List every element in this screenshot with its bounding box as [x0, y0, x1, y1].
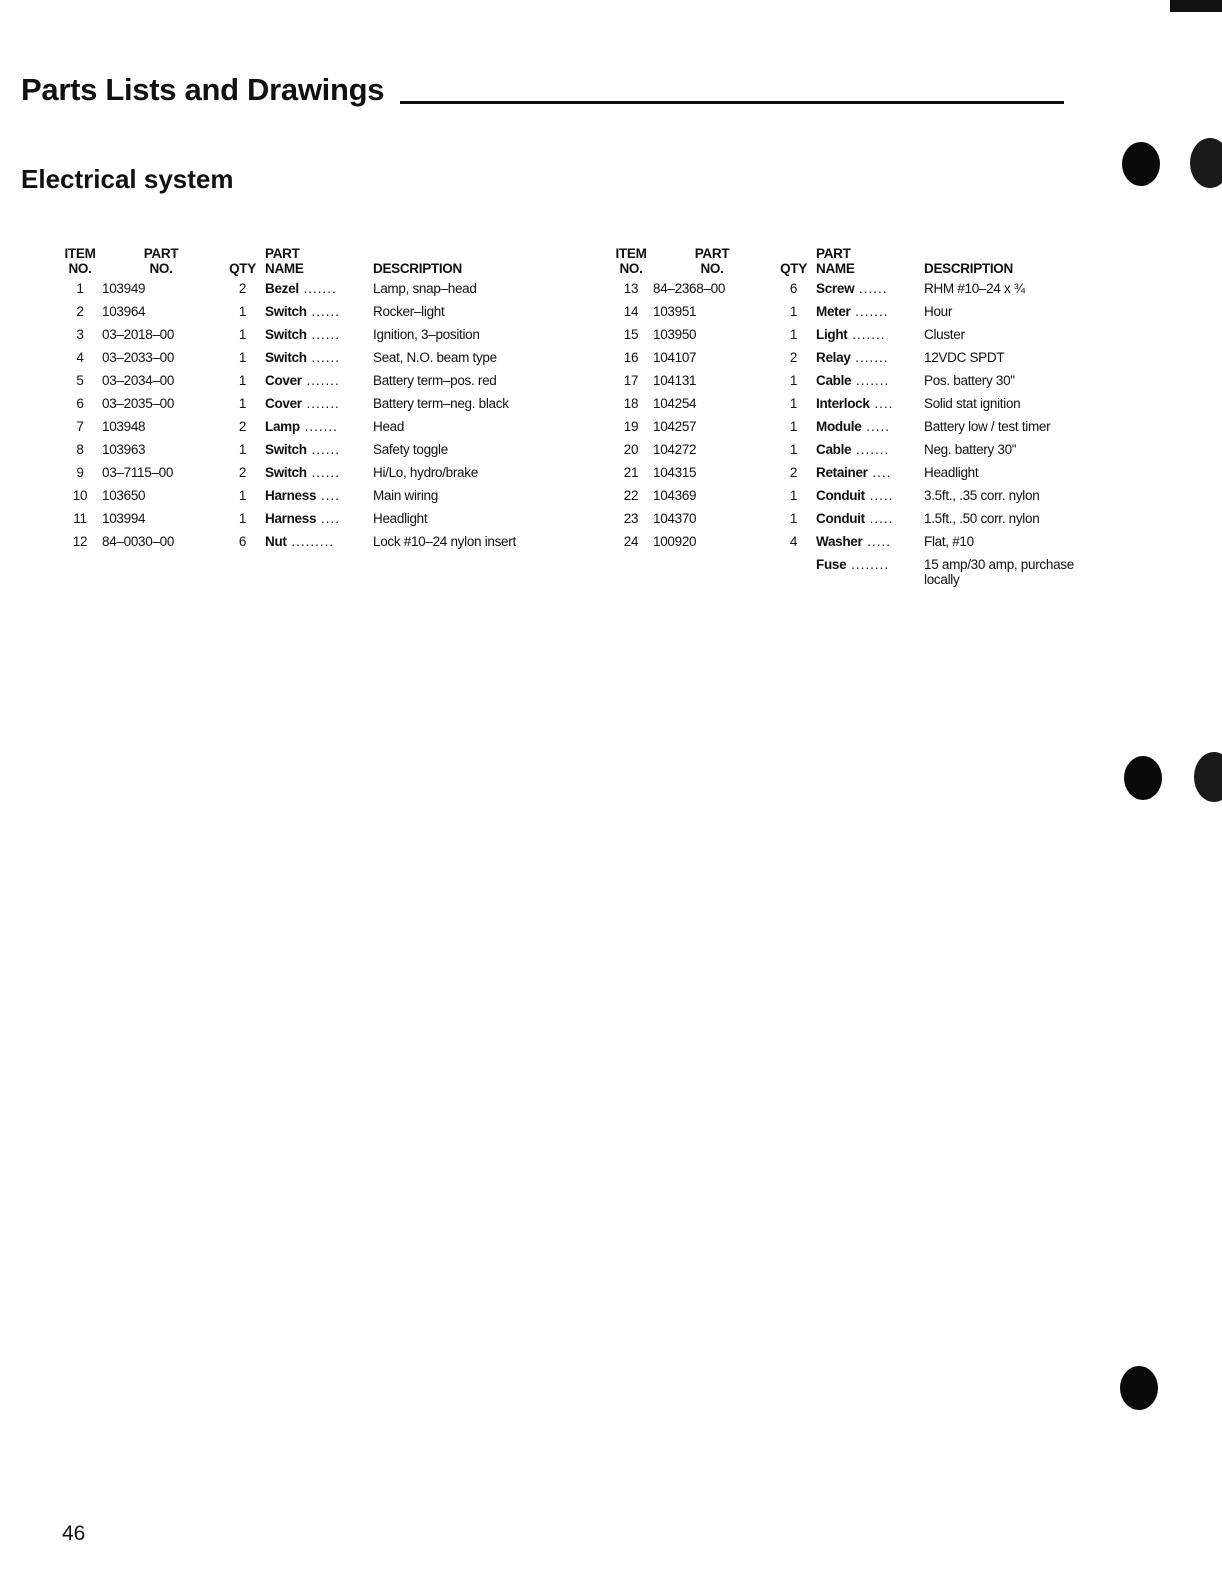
part-name: Interlock: [816, 396, 870, 411]
description-cell: Rocker–light: [373, 304, 445, 319]
dot-leader: .......: [301, 396, 340, 411]
part-no-cell: 03–2033–00: [102, 350, 175, 365]
page-title: Parts Lists and Drawings: [21, 72, 385, 107]
item-no-cell: 3: [76, 327, 84, 342]
part-no-cell: 104315: [653, 465, 697, 480]
item-no-cell: 1: [76, 281, 84, 296]
part-name: Module: [816, 419, 862, 434]
part-no-cell: 103950: [653, 327, 697, 342]
item-no-cell: 20: [623, 442, 639, 457]
section-title: Electrical system: [21, 164, 234, 194]
punch-hole-top: [1122, 142, 1160, 186]
qty-cell: 6: [789, 281, 798, 296]
item-no-cell: 19: [623, 419, 639, 434]
item-no-cell: 11: [73, 511, 87, 526]
part-name-cell: [816, 396, 924, 419]
item-no-cell: 6: [76, 396, 84, 411]
dot-leader: .......: [851, 373, 890, 388]
dot-leader: .....: [864, 511, 894, 526]
table-row: [58, 419, 558, 442]
header-part-no: PART NO.: [143, 246, 179, 276]
part-name-cell: [816, 350, 924, 373]
part-name: Conduit: [816, 511, 865, 526]
description-cell: RHM #10–24 x ¾: [924, 281, 1025, 296]
part-no-cell: 103994: [102, 511, 146, 526]
part-no-cell: 03–2018–00: [102, 327, 175, 342]
dot-leader: .......: [299, 419, 338, 434]
header-item-no: ITEM NO.: [64, 246, 96, 276]
description-cell: Neg. battery 30": [924, 442, 1017, 457]
part-no-cell: 104370: [653, 511, 697, 526]
dot-leader: .......: [301, 373, 340, 388]
part-name: Nut: [265, 534, 287, 549]
part-name: Screw: [816, 281, 855, 296]
part-no-cell: [653, 557, 771, 587]
scan-corner-mark: [1170, 0, 1222, 12]
dot-leader: ......: [306, 350, 340, 365]
header-part-name: PART NAME: [265, 246, 304, 276]
part-no-cell: 104272: [653, 442, 697, 457]
dot-leader: .....: [864, 488, 894, 503]
item-no-cell: 9: [76, 465, 84, 480]
part-name: Retainer: [816, 465, 868, 480]
item-no-cell: 18: [623, 396, 639, 411]
table-row: [58, 373, 558, 396]
part-name-cell: [265, 511, 373, 534]
table-row: [609, 534, 1109, 557]
part-name-cell: [816, 281, 924, 304]
item-no-cell: 2: [76, 304, 84, 319]
part-name-cell: [816, 419, 924, 442]
part-name-cell: [816, 304, 924, 327]
part-name-cell: [265, 419, 373, 442]
part-name: Bezel: [265, 281, 299, 296]
dot-leader: .......: [847, 327, 886, 342]
table-row: [609, 327, 1109, 350]
item-no-cell: 15: [623, 327, 639, 342]
part-name-cell: [816, 488, 924, 511]
qty-cell: 1: [789, 488, 798, 503]
part-name-cell: [816, 534, 924, 557]
part-no-cell: 104369: [653, 488, 697, 503]
description-cell: Battery term–pos. red: [373, 373, 497, 388]
item-no-cell: 5: [76, 373, 84, 388]
table-row: [609, 488, 1109, 511]
part-name-cell: [816, 327, 924, 350]
part-no-cell: 100920: [653, 534, 697, 549]
part-name: Switch: [265, 465, 307, 480]
item-no-cell: 23: [623, 511, 639, 526]
punch-hole-edge-top: [1190, 138, 1222, 188]
item-no-cell: 7: [76, 419, 84, 434]
item-no-cell: 4: [76, 350, 84, 365]
part-name: Switch: [265, 350, 307, 365]
qty-cell: 1: [238, 442, 247, 457]
description-cell: Main wiring: [373, 488, 438, 503]
item-no-cell: 17: [623, 373, 639, 388]
table-row: [58, 350, 558, 373]
dot-leader: .......: [851, 442, 890, 457]
part-name: Lamp: [265, 419, 300, 434]
dot-leader: ....: [867, 465, 892, 480]
title-rule: [400, 101, 1064, 104]
qty-cell: 1: [238, 511, 247, 526]
qty-cell: 1: [238, 488, 247, 503]
table-header-row: [609, 246, 1109, 281]
header-qty: QTY: [229, 261, 256, 276]
part-name-cell: [816, 511, 924, 534]
parts-table-left: [58, 246, 558, 557]
qty-cell: 2: [789, 350, 798, 365]
header-part-name: PART NAME: [816, 246, 855, 276]
table-row: [609, 350, 1109, 373]
table-row: [609, 465, 1109, 488]
dot-leader: .......: [298, 281, 337, 296]
dot-leader: ......: [306, 442, 340, 457]
header-part-no: PART NO.: [694, 246, 730, 276]
part-name: Fuse: [816, 557, 847, 572]
dot-leader: .....: [862, 534, 891, 549]
part-no-cell: 103951: [653, 304, 697, 319]
part-no-cell: 03–2035–00: [102, 396, 175, 411]
description-cell: 3.5ft., .35 corr. nylon: [924, 488, 1040, 503]
dot-leader: ........: [846, 557, 890, 572]
table-row: [609, 304, 1109, 327]
qty-cell: 1: [238, 327, 247, 342]
header-qty: QTY: [780, 261, 807, 276]
header-item-no: ITEM NO.: [615, 246, 647, 276]
table-row: [58, 442, 558, 465]
table-row: [58, 281, 558, 304]
description-cell: Headlight: [924, 465, 979, 480]
part-name: Cover: [265, 373, 302, 388]
item-no-cell: [609, 557, 653, 587]
part-name-cell: [265, 465, 373, 488]
qty-cell: 1: [789, 419, 798, 434]
part-no-cell: 103963: [102, 442, 146, 457]
table-row: [609, 442, 1109, 465]
qty-cell: 2: [238, 281, 247, 296]
part-name-cell: [265, 373, 373, 396]
part-name: Conduit: [816, 488, 865, 503]
table-row: [609, 396, 1109, 419]
dot-leader: .......: [850, 350, 889, 365]
table-row: [58, 511, 558, 534]
part-no-cell: 104254: [653, 396, 697, 411]
part-no-cell: 03–2034–00: [102, 373, 175, 388]
part-name: Harness: [265, 488, 317, 503]
table-row: [609, 281, 1109, 304]
table-row: [609, 511, 1109, 534]
part-no-cell: 103650: [102, 488, 146, 503]
part-name-cell: [816, 373, 924, 396]
description-cell: Hour: [924, 304, 953, 319]
part-name: Switch: [265, 304, 307, 319]
punch-hole-middle: [1124, 756, 1162, 800]
item-no-cell: 24: [623, 534, 639, 549]
description-cell: Lamp, snap–head: [373, 281, 477, 296]
table-row: [609, 419, 1109, 442]
qty-cell: 1: [238, 350, 247, 365]
table-row: [58, 327, 558, 350]
description-cell: Ignition, 3–position: [373, 327, 480, 342]
dot-leader: ....: [869, 396, 894, 411]
description-cell: Safety toggle: [373, 442, 448, 457]
part-no-cell: 03–7115–00: [102, 465, 174, 480]
part-name: Washer: [816, 534, 863, 549]
table-row: [58, 396, 558, 419]
part-name-cell: [816, 442, 924, 465]
part-no-cell: 104107: [653, 350, 697, 365]
part-name: Meter: [816, 304, 851, 319]
qty-cell: 1: [789, 327, 798, 342]
punch-hole-edge-middle: [1194, 752, 1222, 802]
description-cell: Pos. battery 30": [924, 373, 1015, 388]
item-no-cell: 21: [623, 465, 639, 480]
description-cell: Headlight: [373, 511, 428, 526]
description-cell: Solid stat ignition: [924, 396, 1021, 411]
part-no-cell: 103964: [102, 304, 146, 319]
description-cell: 1.5ft., .50 corr. nylon: [924, 511, 1040, 526]
item-no-cell: 22: [623, 488, 639, 503]
table-row: [609, 557, 1109, 587]
table-header-row: [58, 246, 558, 281]
qty-cell: 2: [789, 465, 798, 480]
item-no-cell: 12: [72, 534, 88, 549]
part-name: Switch: [265, 327, 307, 342]
parts-table-right: [609, 246, 1109, 587]
description-cell: Lock #10–24 nylon insert: [373, 534, 516, 549]
description-cell: 12VDC SPDT: [924, 350, 1005, 365]
dot-leader: .......: [850, 304, 889, 319]
dot-leader: .........: [286, 534, 335, 549]
description-cell: 15 amp/30 amp, purchase locally: [924, 557, 1074, 587]
part-name-cell: [816, 557, 924, 587]
punch-hole-bottom: [1120, 1366, 1158, 1410]
part-no-cell: 104131: [653, 373, 697, 388]
part-no-cell: 103948: [102, 419, 146, 434]
qty-cell: 6: [238, 534, 247, 549]
qty-cell: 1: [238, 373, 247, 388]
dot-leader: ......: [854, 281, 888, 296]
page-number: 46: [62, 1522, 86, 1545]
part-name-cell: [816, 465, 924, 488]
qty-cell: 1: [238, 396, 247, 411]
table-row: [58, 304, 558, 327]
qty-cell: 2: [238, 419, 247, 434]
dot-leader: .....: [861, 419, 890, 434]
item-no-cell: 10: [72, 488, 88, 503]
item-no-cell: 14: [623, 304, 639, 319]
qty-cell: 1: [789, 442, 798, 457]
description-cell: Hi/Lo, hydro/brake: [373, 465, 478, 480]
description-cell: Seat, N.O. beam type: [373, 350, 497, 365]
dot-leader: ....: [316, 488, 340, 503]
part-name: Cable: [816, 373, 852, 388]
part-name-cell: [265, 488, 373, 511]
dot-leader: ......: [306, 327, 340, 342]
dot-leader: ......: [306, 465, 340, 480]
item-no-cell: 8: [76, 442, 84, 457]
part-name: Harness: [265, 511, 317, 526]
part-name-cell: [265, 281, 373, 304]
qty-cell: 2: [238, 465, 247, 480]
part-no-cell: 104257: [653, 419, 697, 434]
description-cell: Head: [373, 419, 405, 434]
item-no-cell: 13: [623, 281, 639, 296]
dot-leader: ....: [316, 511, 340, 526]
description-cell: Flat, #10: [924, 534, 974, 549]
part-name: Cable: [816, 442, 852, 457]
qty-cell: 4: [789, 534, 798, 549]
part-no-cell: 84–0030–00: [102, 534, 175, 549]
part-no-cell: 84–2368–00: [653, 281, 726, 296]
description-cell: Cluster: [924, 327, 965, 342]
qty-cell: 1: [789, 304, 798, 319]
header-description: DESCRIPTION: [924, 261, 1013, 276]
part-name-cell: [265, 350, 373, 373]
part-name-cell: [265, 442, 373, 465]
part-name: Switch: [265, 442, 307, 457]
description-cell: Battery low / test timer: [924, 419, 1051, 434]
table-row: [609, 373, 1109, 396]
part-no-cell: 103949: [102, 281, 146, 296]
header-description: DESCRIPTION: [373, 261, 462, 276]
part-name: Relay: [816, 350, 851, 365]
part-name: Light: [816, 327, 848, 342]
qty-cell: 1: [789, 396, 798, 411]
qty-cell: [771, 557, 816, 587]
qty-cell: 1: [789, 373, 798, 388]
part-name-cell: [265, 534, 373, 557]
description-cell: Battery term–neg. black: [373, 396, 509, 411]
item-no-cell: 16: [623, 350, 639, 365]
part-name-cell: [265, 396, 373, 419]
part-name-cell: [265, 327, 373, 350]
qty-cell: 1: [238, 304, 247, 319]
part-name-cell: [265, 304, 373, 327]
qty-cell: 1: [789, 511, 798, 526]
table-row: [58, 465, 558, 488]
part-name: Cover: [265, 396, 302, 411]
dot-leader: ......: [306, 304, 340, 319]
table-row: [58, 534, 558, 557]
table-row: [58, 488, 558, 511]
